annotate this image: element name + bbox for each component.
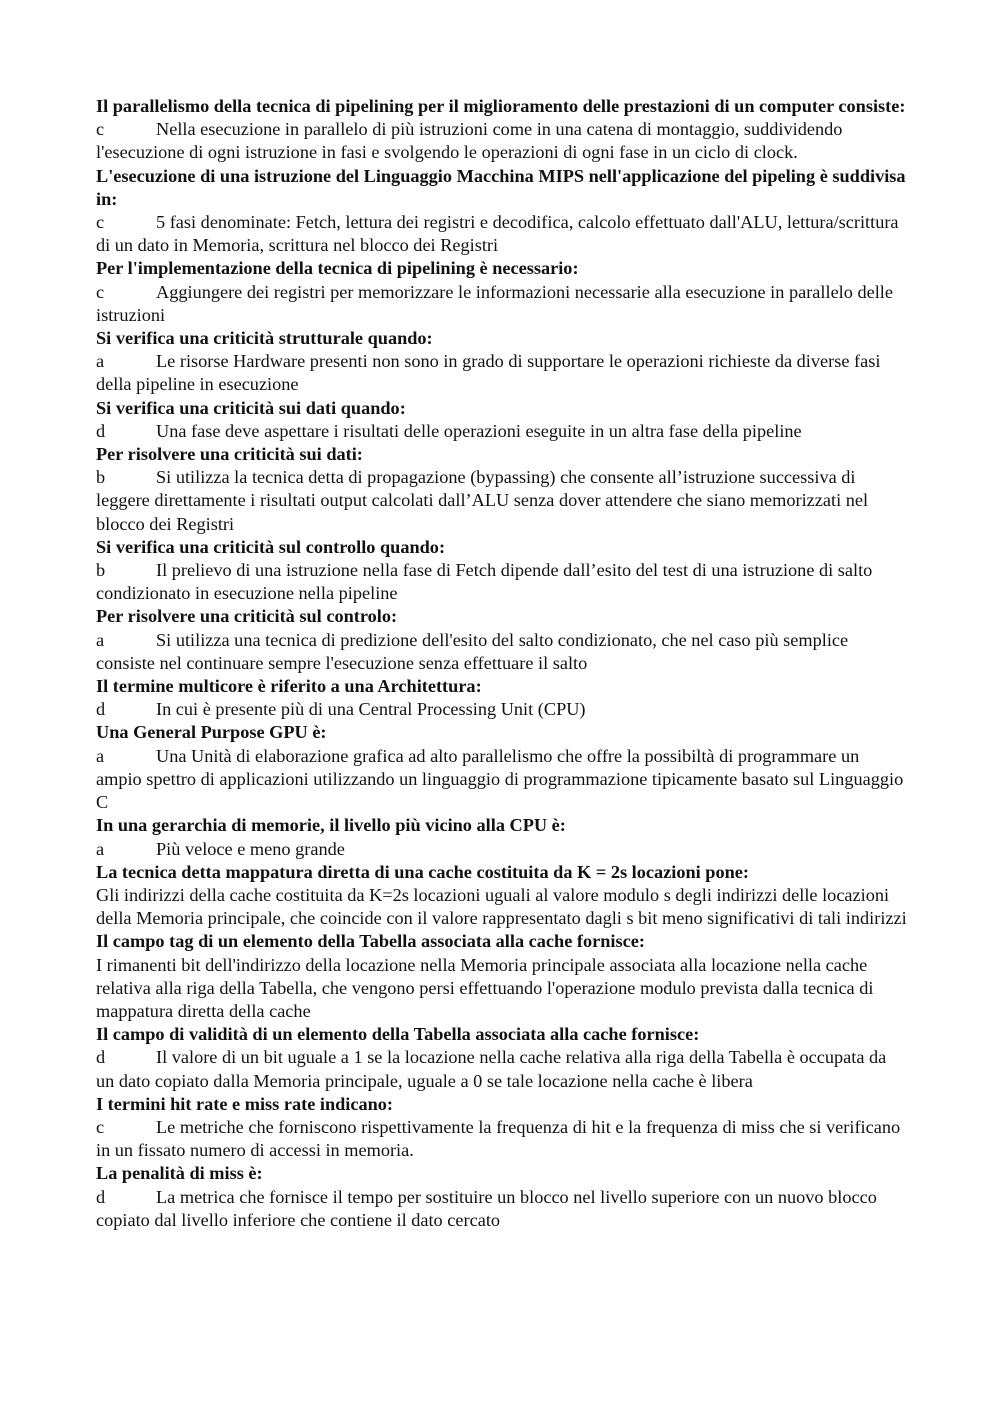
question-text: Il campo di validità di un elemento della Tabella associata alla cache fornisce:	[96, 1024, 700, 1045]
qa-item	[96, 605, 908, 675]
answer-letter: c	[96, 281, 105, 302]
question-text: La tecnica detta mappatura diretta di una cache costituita da K = 2s locazioni pone:	[96, 861, 749, 882]
answer-text: In cui è presente più di una Central Processing Unit (CPU)	[156, 699, 586, 720]
answer-letter: a	[96, 838, 105, 859]
qa-item	[96, 675, 908, 721]
answer	[96, 420, 908, 443]
answer	[96, 884, 908, 930]
qa-item	[96, 1023, 908, 1093]
answer-letter: c	[96, 1116, 105, 1137]
question-text: Per risolvere una criticità sui dati:	[96, 444, 363, 465]
answer	[96, 211, 908, 257]
answer-letter: a	[96, 745, 105, 766]
answer-letter: d	[96, 420, 106, 441]
qa-item	[96, 536, 908, 606]
qa-item	[96, 397, 908, 443]
document-page	[96, 95, 908, 1232]
question-text: Per risolvere una criticità sul controlo:	[96, 606, 398, 627]
answer-text: Il valore di un bit uguale a 1 se la locazione nella cache relativa alla riga della Tabella è occupata da un dato copiato dalla Memoria principale, uguale a 0 se tale locazione nella cache è libera	[96, 1047, 887, 1091]
question-text: Si verifica una criticità sul controllo quando:	[96, 536, 446, 557]
answer	[96, 954, 908, 1024]
answer	[96, 1046, 908, 1092]
answer-text: Il prelievo di una istruzione nella fase di Fetch dipende dall’esito del test di una istruzione di salto condizionato in esecuzione nella pipeline	[96, 560, 873, 604]
answer-letter: d	[96, 699, 106, 720]
question-text: Il campo tag di un elemento della Tabella associata alla cache fornisce:	[96, 931, 645, 952]
answer-text: Le risorse Hardware presenti non sono in grado di supportare le operazioni richieste da diverse fasi della pipeline in esecuzione	[96, 351, 881, 395]
qa-item	[96, 814, 908, 860]
question-text: Si verifica una criticità strutturale quando:	[96, 328, 433, 349]
answer-text: Si utilizza una tecnica di predizione dell'esito del salto condizionato, che nel caso più semplice consiste nel continuare sempre l'esecuzione senza effettuare il salto	[96, 629, 849, 673]
qa-item	[96, 1162, 908, 1232]
qa-item	[96, 165, 908, 258]
answer-text: La metrica che fornisce il tempo per sostituire un blocco nel livello superiore con un nuovo blocco copiato dal livello inferiore che contiene il dato cercato	[96, 1186, 877, 1230]
qa-list	[96, 95, 908, 1232]
qa-item	[96, 327, 908, 397]
answer	[96, 281, 908, 327]
question-text: Una General Purpose GPU è:	[96, 722, 327, 743]
question-text: In una gerarchia di memorie, il livello più vicino alla CPU è:	[96, 815, 566, 836]
question-text: Si verifica una criticità sui dati quando:	[96, 397, 406, 418]
answer-letter: c	[96, 119, 105, 140]
qa-item	[96, 257, 908, 327]
question-text: Il parallelismo della tecnica di pipelining per il miglioramento delle prestazioni di un computer consiste:	[96, 96, 906, 116]
answer	[96, 350, 908, 396]
answer-letter: b	[96, 560, 106, 581]
answer-text: Una Unità di elaborazione grafica ad alto parallelismo che offre la possibiltà di programmare un ampio spettro di applicazioni utilizzando un linguaggio di programmazione tipicamente basato sul Linguaggio C	[96, 745, 904, 813]
qa-item	[96, 443, 908, 536]
answer-text: Si utilizza la tecnica detta di propagazione (bypassing) che consente all’istruzione successiva di leggere direttamente i risultati output calcolati dall’ALU senza dover attendere che siano memorizzati nel blocco dei Registri	[96, 467, 869, 534]
answer-letter: d	[96, 1047, 106, 1068]
answer-letter: a	[96, 351, 105, 372]
qa-item	[96, 95, 908, 165]
answer	[96, 1116, 908, 1162]
qa-item	[96, 861, 908, 931]
answer	[96, 838, 908, 861]
answer	[96, 466, 908, 536]
answer-letter: d	[96, 1186, 106, 1207]
answer	[96, 559, 908, 605]
question-text: L'esecuzione di una istruzione del Linguaggio Macchina MIPS nell'applicazione del pipeling è suddivisa in:	[96, 165, 906, 209]
answer-letter: a	[96, 629, 105, 650]
answer-letter: c	[96, 212, 105, 233]
answer-text: 5 fasi denominate: Fetch, lettura dei registri e decodifica, calcolo effettuato dall'ALU, lettura/scrittura di un dato in Memoria, scrittura nel blocco dei Registri	[96, 212, 899, 256]
qa-item	[96, 1093, 908, 1163]
answer	[96, 1186, 908, 1232]
question-text: La penalità di miss è:	[96, 1163, 263, 1184]
answer-text: Nella esecuzione in parallelo di più istruzioni come in una catena di montaggio, suddividendo l'esecuzione di ogni istruzione in fasi e svolgendo le operazioni di ogni fase in un ciclo di clock.	[96, 119, 843, 163]
question-text: I termini hit rate e miss rate indicano:	[96, 1093, 394, 1114]
question-text: Per l'implementazione della tecnica di pipelining è necessario:	[96, 258, 579, 279]
qa-item	[96, 721, 908, 814]
answer-text: Aggiungere dei registri per memorizzare le informazioni necessarie alla esecuzione in parallelo delle istruzioni	[96, 281, 893, 325]
answer	[96, 698, 908, 721]
answer-text: Gli indirizzi della cache costituita da K=2s locazioni uguali al valore modulo s degli indirizzi delle locazioni della Memoria principale, che coincide con il valore rappresentato dagli s bit meno significativi di tali indirizzi	[96, 884, 907, 929]
answer-letter: b	[96, 467, 106, 488]
answer-text: Più veloce e meno grande	[156, 838, 345, 859]
question-text: Il termine multicore è riferito a una Architettura:	[96, 676, 482, 697]
answer	[96, 118, 908, 164]
answer-text: Le metriche che forniscono rispettivamente la frequenza di hit e la frequenza di miss che si verificano in un fissato numero di accessi in memoria.	[96, 1116, 901, 1161]
qa-item	[96, 930, 908, 1023]
answer	[96, 745, 908, 815]
answer-text: Una fase deve aspettare i risultati delle operazioni eseguite in un altra fase della pipeline	[156, 420, 802, 441]
answer	[96, 629, 908, 675]
answer-text: I rimanenti bit dell'indirizzo della locazione nella Memoria principale associata alla locazione nella cache relativa alla riga della Tabella, che vengono persi effettuando l'operazione modulo prevista dalla tecnica di mappatura diretta della cache	[96, 954, 874, 1021]
